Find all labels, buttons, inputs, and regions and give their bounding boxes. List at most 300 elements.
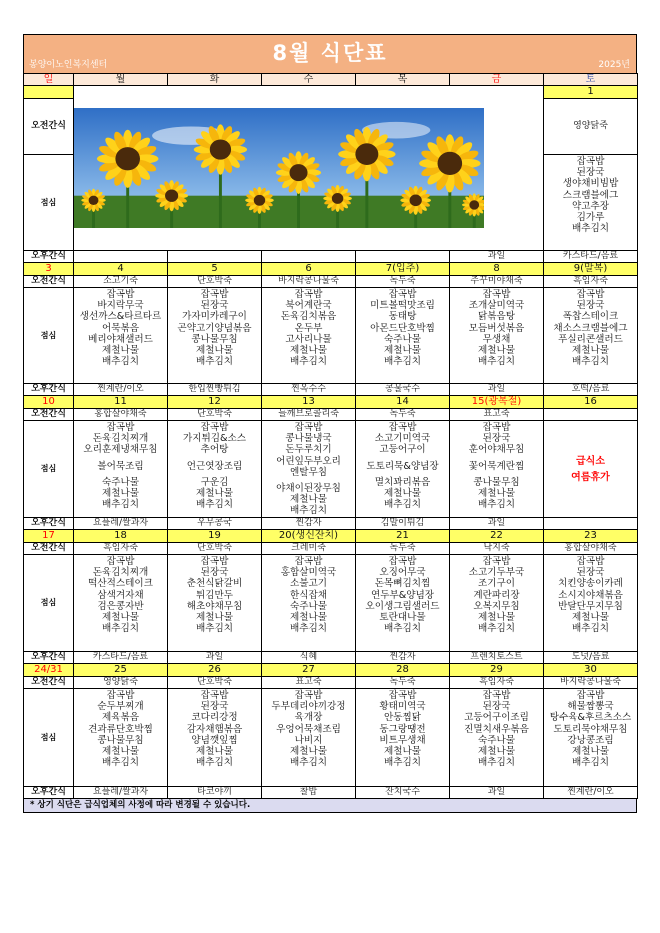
menu-item: 잡곡밥 [200,289,229,300]
menu-item: 어묵볶음 [101,322,140,334]
menu-item: 된장국 [576,300,605,312]
pm-snack-row [24,652,638,664]
menu-item: 동그랑땡전 [379,723,426,735]
pm-snack-cell: 한입찐빵튀김 [168,384,262,396]
page-title: 8월 식단표 [272,41,388,65]
pm-snack-cell [544,518,638,530]
menu-item: 배추김치 [195,623,234,635]
menu-item: 베리야채샐러드 [88,333,153,345]
pm-snack-cell: 콩물국수 [356,384,450,396]
pm-snack-cell: 잔치국수 [356,787,450,799]
weekday-header-row [24,74,638,86]
pm-snack-cell: 프렌치토스트 [450,652,544,664]
lunch-row [24,421,638,518]
menu-item: 두부데리야끼강정 [271,701,346,713]
lunch-cell [74,421,168,518]
weekday-1: 월 [74,74,168,86]
date-cell: 6 [262,263,356,276]
date-cell: 18 [74,530,168,543]
date-cell: 5 [168,263,262,276]
menu-sheet [23,34,637,813]
date-cell: 17 [24,530,74,543]
menu-item: 배추김치 [571,623,610,635]
lunch-cell [262,555,356,652]
date-cell: 12 [168,396,262,409]
menu-item: 제철나물 [571,345,610,357]
menu-item: 오이생그림샐러드 [365,600,440,612]
am-snack-cell: 바지락콩나물죽 [544,677,638,689]
menu-item: 잡곡밥 [388,556,417,567]
pm-snack-cell: 김말이튀김 [356,518,450,530]
menu-item: 잡곡밥 [294,556,323,567]
menu-item: 검은콩자반 [97,600,144,612]
menu-item: 훈어야채무침 [468,444,525,456]
pm-snack-cell: 찐옥수수 [262,384,356,396]
date-cell: 22 [450,530,544,543]
pm-snack-cell: 찐계란/이오 [74,384,168,396]
menu-item: 잡곡밥 [388,422,417,433]
menu-item: 생야채비빔밥 [562,178,619,190]
am-snack-cell: 단호박죽 [168,409,262,421]
lunch-cell [262,288,356,384]
menu-item: 소시지야채볶음 [558,589,623,601]
year-label: 2025년 [598,60,630,70]
menu-item: 고사리나물 [285,333,332,345]
menu-item: 잡곡밥 [576,289,605,300]
menu-item: 북어계란국 [285,300,332,312]
menu-item: 스크램블에그 [562,189,619,201]
am-snack-cell: 들깨브로콜리죽 [262,409,356,421]
menu-item: 배추김치 [477,757,516,769]
menu-item: 배추김치 [383,499,422,511]
menu-item: 제철나물 [383,746,422,758]
photo-cell [74,86,544,251]
sunflower-field-photo [74,108,484,228]
menu-item: 제철나물 [289,345,328,357]
menu-item: 잡곡밥 [106,422,135,433]
footnote: * 상기 식단은 급식업체의 사정에 따라 변경될 수 있습니다. [23,799,637,813]
date-cell: 20(생신잔치) [262,530,356,543]
menu-item: 미트볼떡맛조림 [370,300,435,312]
menu-item: 홍합살미역국 [280,567,337,579]
menu-item: 곤약고기양념볶음 [177,322,252,334]
menu-item: 고등어구이 [379,444,426,456]
menu-item: 잡곡밥 [482,556,511,567]
menu-item: 배추김치 [289,505,328,517]
menu-item: 육개장 [294,712,323,724]
menu-item: 고등어구이조림 [464,712,529,724]
date-row [24,530,638,543]
lunch-row [24,689,638,787]
am-snack-row [24,276,638,288]
menu-item: 구운김 [200,476,229,488]
menu-item: 된장국 [200,567,229,579]
menu-item: 된장국 [200,300,229,312]
weekday-3: 수 [262,74,356,86]
sheet-header [23,34,637,73]
am-snack-cell: 주꾸미야채죽 [450,276,544,288]
menu-item: 배추김치 [571,223,610,235]
menu-item: 돈육김치찌개 [92,567,149,579]
menu-item: 배추김치 [383,356,422,368]
menu-item: 배추김치 [477,623,516,635]
menu-item: 잡곡밥 [388,690,417,701]
date-cell: 26 [168,664,262,677]
weekday-4: 목 [356,74,450,86]
date-row [24,396,638,409]
menu-item: 잡곡밥 [294,289,323,300]
menu-item: 제철나물 [289,746,328,758]
menu-item: 조기구이 [477,578,516,590]
am-snack-cell: 녹두죽 [356,677,450,689]
lunch-label: 점심 [24,689,74,787]
menu-item: 해초야채무침 [186,600,243,612]
lunch-cell [356,288,450,384]
am-snack-cell: 녹두죽 [356,276,450,288]
weekday-5: 금 [450,74,544,86]
menu-item: 배추김치 [195,499,234,511]
lunch-cell [450,421,544,518]
menu-item: 견과류단호박찜 [88,723,153,735]
pm-snack-cell: 식혜 [262,652,356,664]
menu-item: 된장국 [482,433,511,445]
menu-item: 잡곡밥 [106,556,135,567]
pm-snack-cell: 찐계란/이오 [544,787,638,799]
closure-notice: 여름휴가 [571,471,610,483]
menu-item: 배추김치 [195,356,234,368]
date-cell: 30 [544,664,638,677]
weekday-0: 일 [24,74,74,86]
menu-item: 제철나물 [195,746,234,758]
pm-snack-cell: 호떡/음료 [544,384,638,396]
menu-item: 토란대나물 [379,612,426,624]
menu-item: 제철나물 [477,746,516,758]
menu-item: 제철나물 [195,612,234,624]
menu-item: 배추김치 [101,356,140,368]
menu-item: 배추김치 [571,757,610,769]
pm-snack-row [24,787,638,799]
menu-item: 우엉어묵채조림 [276,723,341,735]
menu-item: 제철나물 [477,345,516,357]
date-cell: 3 [24,263,74,276]
lunch-cell [450,555,544,652]
date-cell: 15(광복절) [450,396,544,409]
date-cell: 21 [356,530,450,543]
menu-item: 잡곡밥 [200,556,229,567]
date-cell: 27 [262,664,356,677]
menu-item: 닭볶음탕 [477,311,516,323]
menu-item: 배추김치 [289,757,328,769]
pm-snack-label: 오후간식 [24,251,74,263]
lunch-row [24,555,638,652]
menu-item: 잡곡밥 [388,289,417,300]
menu-item: 배추김치 [101,499,140,511]
menu-item: 콩나물무침 [473,476,520,488]
menu-item: 제육볶음 [101,712,140,724]
menu-item: 잡곡밥 [294,422,323,433]
menu-item: 제철나물 [195,345,234,357]
menu-item: 잡곡밥 [106,289,135,300]
am-snack-cell: 단호박죽 [168,677,262,689]
weekday-6: 토 [544,74,638,86]
menu-item: 추어탕 [200,444,229,456]
menu-item: 제철나물 [289,494,328,506]
menu-item: 된장국 [200,701,229,713]
menu-item: 볼어묵조림 [97,460,144,472]
am-snack-label: 오전간식 [24,409,74,421]
menu-item: 김가루 [576,212,605,224]
menu-item: 잡곡밥 [482,690,511,701]
date-cell [24,86,74,99]
menu-item: 온두부 [294,322,323,334]
lunch-cell [544,155,638,251]
lunch-cell [544,421,638,518]
am-snack-label: 오전간식 [24,99,74,155]
menu-item: 안동찜닭 [383,712,422,724]
menu-item: 잡곡밥 [482,422,511,433]
date-cell: 19 [168,530,262,543]
menu-item: 폭찹스테이크 [562,311,619,323]
pm-snack-cell: 과일 [450,251,544,263]
menu-item: 제철나물 [383,488,422,500]
menu-item: 숙주나물 [477,734,516,746]
am-snack-cell: 홍합살야채죽 [544,543,638,555]
am-snack-cell [544,409,638,421]
am-snack-cell: 바지락콩나물죽 [262,276,356,288]
pm-snack-row [24,384,638,396]
menu-item: 배추김치 [477,356,516,368]
menu-item: 언근엿장조림 [186,460,243,472]
menu-item: 어린잎두부오리 [276,455,341,467]
date-cell: 11 [74,396,168,409]
menu-item: 황태미역국 [379,701,426,713]
menu-item: 잡곡밥 [576,690,605,701]
menu-item: 배추김치 [289,356,328,368]
menu-item: 해물짬뽕국 [567,701,614,713]
lunch-row [24,288,638,384]
lunch-cell [544,288,638,384]
menu-item: 비트무생채 [379,734,426,746]
menu-item: 동태탕 [388,311,417,323]
am-snack-cell: 영양닭죽 [544,99,638,155]
menu-item: 조개살미역국 [468,300,525,312]
lunch-label: 점심 [24,155,74,251]
am-snack-row [24,677,638,689]
date-cell: 29 [450,664,544,677]
date-cell: 9(말복) [544,263,638,276]
pm-snack-label: 오후간식 [24,652,74,664]
menu-item: 아몬드단호박찜 [370,322,435,334]
pm-snack-cell [262,251,356,263]
pm-snack-label: 오후간식 [24,384,74,396]
lunch-cell [168,689,262,787]
menu-item: 연두부&양념장 [370,589,435,601]
org-name: 봉양이노인복지센터 [29,60,108,70]
date-cell: 4 [74,263,168,276]
am-snack-cell: 홍합살야채죽 [74,409,168,421]
menu-item: 배추김치 [477,499,516,511]
menu-item: 배추김치 [101,757,140,769]
date-row [24,664,638,677]
menu-table [23,73,638,799]
menu-item: 코다리강정 [191,712,238,724]
weekday-2: 화 [168,74,262,86]
lunch-cell [74,555,168,652]
menu-item: 반달단무지무침 [558,600,623,612]
menu-item: 돈육김치찌개 [92,433,149,445]
pm-snack-cell: 찐감자 [262,518,356,530]
menu-item: 돈두루치기 [285,444,332,456]
menu-item: 배추김치 [571,356,610,368]
menu-item: 감자채햄볶음 [186,723,243,735]
menu-item: 배추김치 [195,757,234,769]
am-snack-cell: 흑임자죽 [544,276,638,288]
menu-item: 배추김치 [289,623,328,635]
menu-item: 도토리묵&양념장 [366,460,439,472]
menu-item: 가자미카레구이 [182,311,247,323]
date-cell: 7(입추) [356,263,450,276]
menu-item: 돈목뼈김치찜 [374,578,431,590]
am-snack-row [24,543,638,555]
pm-snack-cell: 카스타드/음료 [544,251,638,263]
pm-snack-cell [356,251,450,263]
am-snack-cell: 단호박죽 [168,543,262,555]
lunch-cell [356,555,450,652]
menu-item: 잡곡밥 [200,690,229,701]
menu-item: 제철나물 [383,345,422,357]
menu-item: 오리훈제냉채무침 [83,444,158,456]
date-cell: 1 [544,86,638,99]
menu-item: 무생채 [482,333,511,345]
menu-item: 순두부찌개 [97,701,144,713]
am-snack-cell: 크레미죽 [262,543,356,555]
menu-item: 숙주나물 [383,333,422,345]
date-cell: 23 [544,530,638,543]
pm-snack-row [24,251,638,263]
menu-item: 숙주나물 [101,476,140,488]
pm-snack-cell: 우무콩국 [168,518,262,530]
menu-item: 배추김치 [383,623,422,635]
menu-item: 된장국 [576,567,605,579]
date-cell: 13 [262,396,356,409]
pm-snack-cell: 찐감자 [356,652,450,664]
menu-item: 멸치꽈리볶음 [374,476,431,488]
lunch-cell [74,689,168,787]
lunch-cell [356,421,450,518]
menu-item: 채소스크램블에그 [553,322,628,334]
menu-item: 콩나물무침 [191,333,238,345]
pm-snack-row [24,518,638,530]
menu-item: 치킨양송이카레 [558,578,623,590]
menu-item: 푸실리콘샐러드 [558,333,623,345]
menu-item: 양념깻잎찜 [191,734,238,746]
pm-snack-cell: 카스타드/음료 [74,652,168,664]
menu-item: 오복지무침 [473,600,520,612]
menu-item: 한식잡채 [289,589,328,601]
menu-item: 배추김치 [101,623,140,635]
pm-snack-cell: 과일 [168,652,262,664]
pm-snack-cell: 요플레/쌀과자 [74,787,168,799]
menu-item: 도토리묵야채무침 [553,723,628,735]
menu-item: 계란파리장 [473,589,520,601]
date-cell: 16 [544,396,638,409]
lunch-cell [544,689,638,787]
pm-snack-label: 오후간식 [24,518,74,530]
lunch-cell [74,288,168,384]
menu-item: 제철나물 [571,612,610,624]
menu-item: 엔탈무침 [289,466,328,478]
lunch-cell [168,555,262,652]
lunch-cell [168,421,262,518]
menu-item: 제철나물 [195,488,234,500]
menu-item: 잡곡밥 [106,690,135,701]
am-snack-row [24,409,638,421]
date-cell: 10 [24,396,74,409]
pm-snack-cell [168,251,262,263]
lunch-cell [544,555,638,652]
menu-item: 강낭콩조림 [567,734,614,746]
menu-item: 오징어무국 [379,567,426,579]
menu-item: 제철나물 [101,612,140,624]
pm-snack-cell: 과일 [450,384,544,396]
am-snack-cell: 녹두죽 [356,409,450,421]
menu-item: 진멸치새우볶음 [464,723,529,735]
am-snack-cell: 낙지죽 [450,543,544,555]
menu-item: 배추김치 [383,757,422,769]
menu-item: 숙주나물 [289,600,328,612]
menu-item: 제철나물 [101,746,140,758]
menu-item: 소고기두부국 [468,567,525,579]
menu-item: 제철나물 [477,488,516,500]
menu-item: 야채이된장무침 [276,483,341,495]
menu-item: 제철나물 [477,612,516,624]
am-snack-cell: 녹두죽 [356,543,450,555]
menu-item: 바지락무국 [97,300,144,312]
lunch-cell [262,689,356,787]
lunch-label: 점심 [24,555,74,652]
date-row [24,263,638,276]
am-snack-label: 오전간식 [24,276,74,288]
am-snack-cell: 소고기죽 [74,276,168,288]
menu-item: 꽃어묵계란찜 [468,460,525,472]
menu-item: 소고기미역국 [374,433,431,445]
lunch-cell [168,288,262,384]
menu-item: 가지튀김&소스 [182,433,247,445]
menu-item: 약고추장 [571,200,610,212]
menu-item: 제철나물 [571,746,610,758]
am-snack-cell: 단호박죽 [168,276,262,288]
am-snack-cell: 흑임자죽 [74,543,168,555]
menu-item: 생선까스&타르타르 [79,311,162,323]
menu-item: 잡곡밥 [576,556,605,567]
pm-snack-cell: 찰밥 [262,787,356,799]
date-cell: 14 [356,396,450,409]
pm-snack-cell: 요플레/쌀과자 [74,518,168,530]
lunch-cell [356,689,450,787]
menu-item: 잡곡밥 [200,422,229,433]
menu-item: 튀김만두 [195,589,234,601]
lunch-label: 점심 [24,421,74,518]
am-snack-cell: 표고죽 [262,677,356,689]
menu-item: 춘천식닭갈비 [186,578,243,590]
pm-snack-cell [74,251,168,263]
menu-item: 삼색겨자채 [97,589,144,601]
menu-item: 된장국 [576,167,605,179]
menu-item: 잡곡밥 [482,289,511,300]
menu-item: 떡산적스테이크 [88,578,153,590]
pm-snack-cell: 과일 [450,518,544,530]
menu-item: 모듬버섯볶음 [468,322,525,334]
